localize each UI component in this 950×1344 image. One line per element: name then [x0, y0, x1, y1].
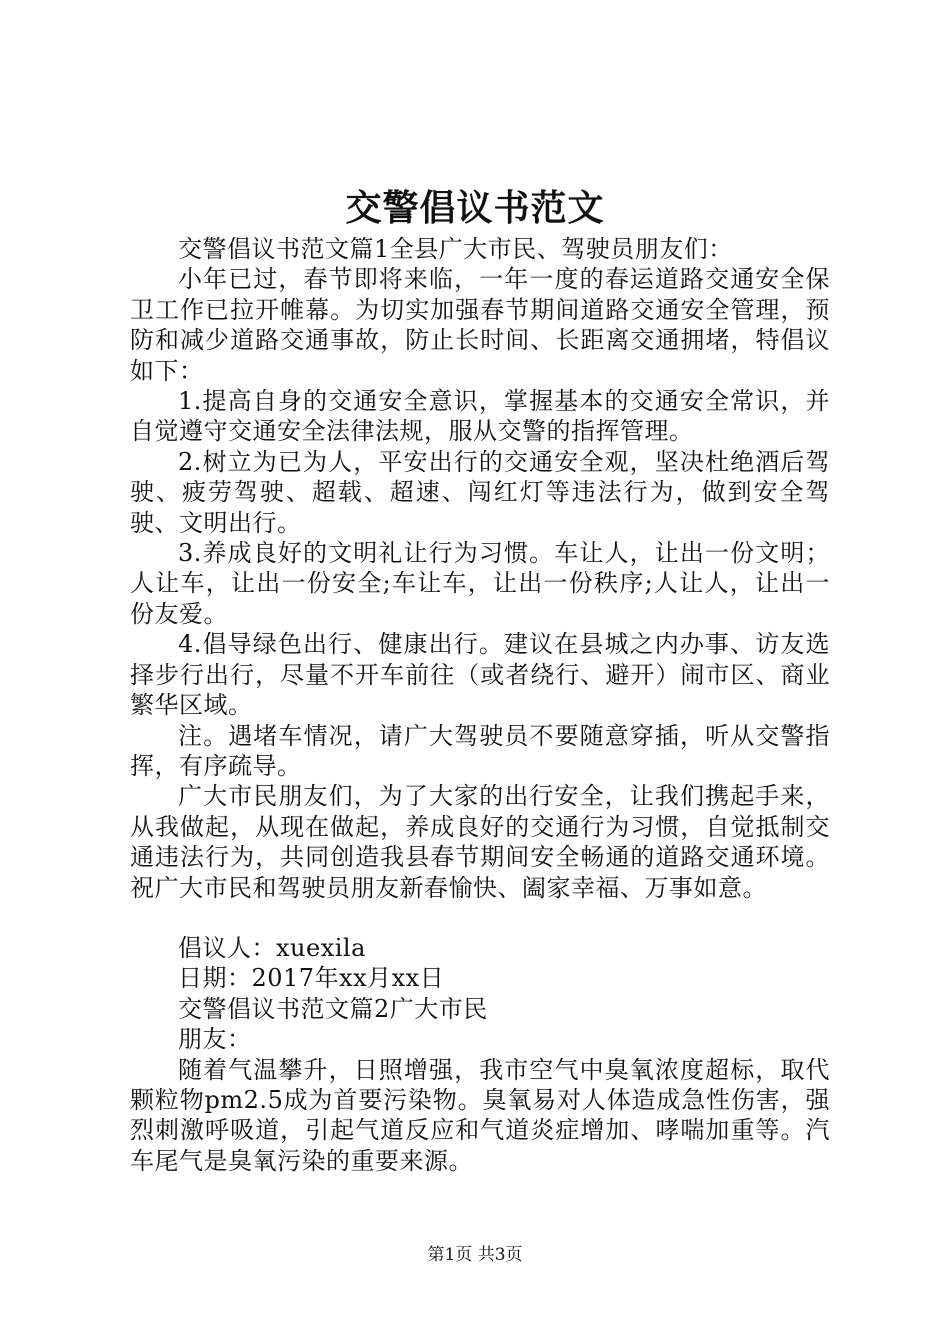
paragraph-second-heading: 交警倡议书范文篇2广大市民	[178, 994, 488, 1023]
paragraph-item-3: 3.养成良好的文明礼让行为习惯。车让人，让出一份文明；人让车，让出一份安全;车让车，让出一份秩序;人让人，让出一份友爱。	[130, 539, 830, 628]
document-title: 交警倡议书范文	[345, 187, 605, 229]
paragraph-item-4: 4.倡导绿色出行、健康出行。建议在县城之内办事、访友选择步行出行，尽量不开车前往（或者绕行、避开）闹市区、商业繁华区域。	[130, 630, 830, 720]
paragraph-signer: 倡议人：xuexila	[178, 933, 366, 962]
paragraph-second-greeting: 朋友：	[178, 1025, 252, 1054]
page-footer: 第1页 共3页	[427, 1245, 523, 1265]
paragraph-greeting: 交警倡议书范文篇1全县广大市民、驾驶员朋友们：	[178, 235, 733, 263]
paragraph-item-1: 1.提高自身的交通安全意识，掌握基本的交通安全常识，并自觉遵守交通安全法律法规，服从交警的指挥管理。	[130, 387, 830, 446]
paragraph-second-body: 随着气温攀升，日照增强，我市空气中臭氧浓度超标，取代颗粒物pm2.5成为首要污染物。臭氧易对人体造成急性伤害，强烈刺激呼吸道，引起气道反应和气道炎症增加、哮喘加重等。汽车尾气是臭氧污染的重要来源。	[130, 1055, 830, 1175]
paragraph-note: 注。遇堵车情况，请广大驾驶员不要随意穿插，听从交警指挥，有序疏导。	[130, 721, 830, 780]
paragraph-intro: 小年已过，春节即将来临，一年一度的春运道路交通安全保卫工作已拉开帷幕。为切实加强春节期间道路交通安全管理，预防和减少道路交通事故，防止长时间、长距离交通拥堵，特倡议如下：	[130, 265, 830, 385]
paragraph-date: 日期：2017年xx月xx日	[178, 964, 445, 993]
paragraph-item-2: 2.树立为已为人，平安出行的交通安全观，坚决杜绝酒后驾驶、疲劳驾驶、超载、超速、闯红灯等违法行为，做到安全驾驶、文明出行。	[130, 447, 830, 537]
document-body	[130, 234, 830, 1176]
paragraph-closing: 广大市民朋友们，为了大家的出行安全，让我们携起手来，从我做起，从现在做起，养成良好的交通行为习惯，自觉抵制交通违法行为，共同创造我县春节期间安全畅通的道路交通环境。祝广大市民和驾驶员朋友新春愉快、阖家幸福、万事如意。	[130, 782, 830, 902]
